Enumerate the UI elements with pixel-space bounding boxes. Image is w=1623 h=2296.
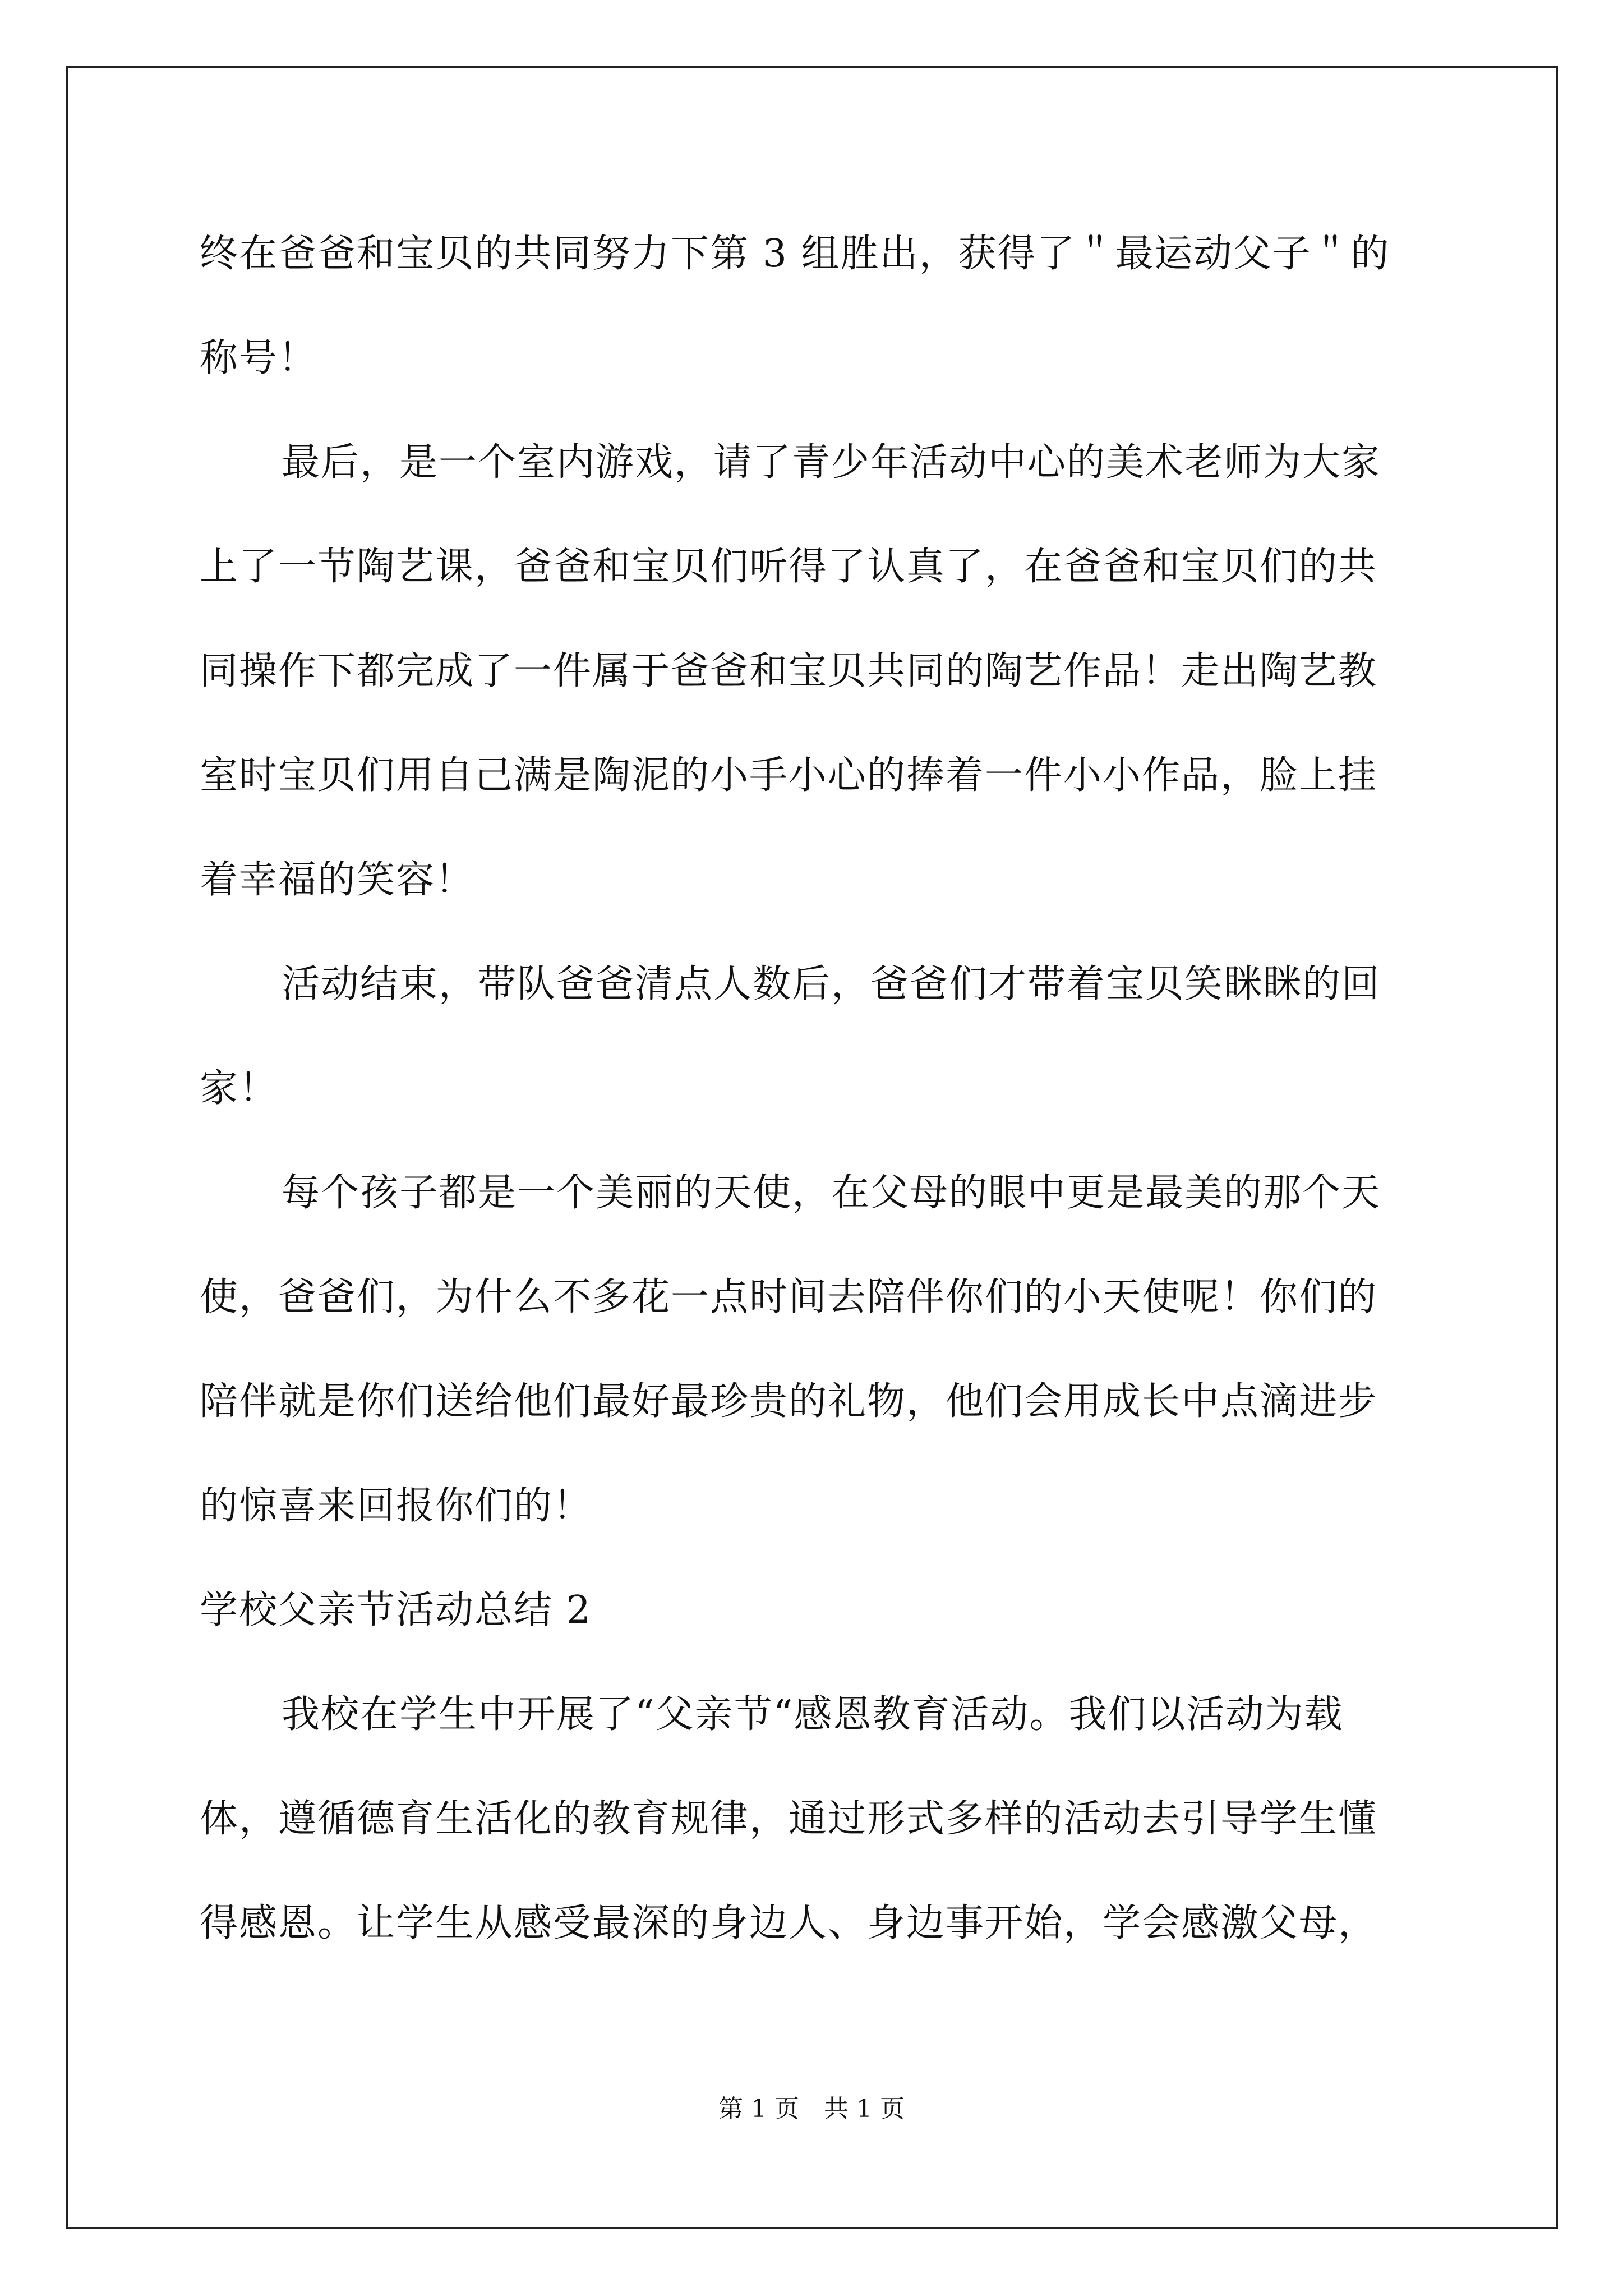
text-line: 室时宝贝们用自己满是陶泥的小手小心的捧着一件小小作品，脸上挂 [200,753,1378,798]
text-line: 陪伴就是你们送给他们最好最珍贵的礼物，他们会用成长中点滴进步 [200,1379,1378,1424]
text-line: 得感恩。让学生从感受最深的身边人、身边事开始，学会感激父母， [200,1901,1378,1945]
document-body [200,202,1439,1976]
paragraph-start-line: 每个孩子都是一个美丽的天使，在父母的眼中更是最美的那个天 [282,1171,1381,1215]
text-line: 称号！ [200,336,318,380]
page-footer: 第 1 页 共 1 页 [718,2095,905,2123]
section-heading: 学校父亲节活动总结 2 [200,1588,592,1632]
text-line: 上了一节陶艺课，爸爸和宝贝们听得了认真了，在爸爸和宝贝们的共 [200,545,1378,589]
text-line: 的惊喜来回报你们的！ [200,1484,593,1528]
text-line: 着幸福的笑容！ [200,858,475,902]
text-line: 终在爸爸和宝贝的共同努力下第 3 组胜出，获得了＂最运动父子＂的 [200,232,1390,276]
text-line: 家！ [200,1066,279,1111]
paragraph-start-line: 最后，是一个室内游戏，请了青少年活动中心的美术老师为大家 [282,440,1381,485]
text-line: 使，爸爸们，为什么不多花一点时间去陪伴你们的小天使呢！你们的 [200,1275,1378,1319]
text-line: 体，遵循德育生活化的教育规律，通过形式多样的活动去引导学生懂 [200,1797,1378,1841]
paragraph-start-line: 活动结束，带队爸爸清点人数后，爸爸们才带着宝贝笑眯眯的回 [282,962,1381,1006]
paragraph-start-line: 我校在学生中开展了“父亲节“感恩教育活动。我们以活动为载 [282,1692,1344,1737]
text-line: 同操作下都完成了一件属于爸爸和宝贝共同的陶艺作品！走出陶艺教 [200,649,1378,693]
